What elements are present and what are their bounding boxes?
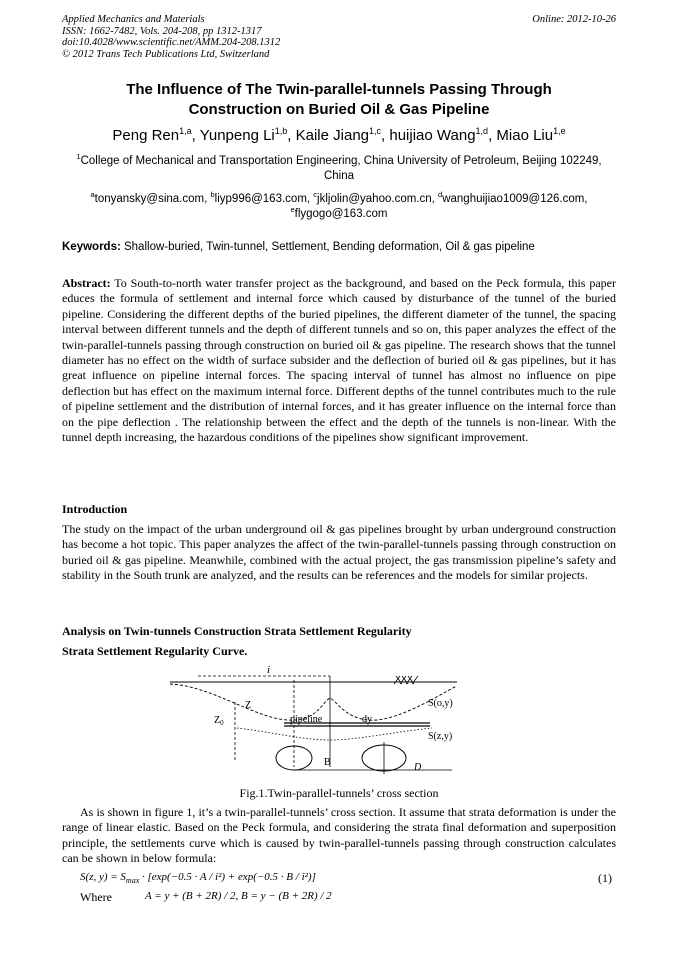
paper-title <box>62 80 616 120</box>
author-name: Kaile Jiang <box>295 127 370 144</box>
email-link[interactable]: flygogo@163.com <box>294 208 388 220</box>
label-b: B <box>324 757 331 768</box>
email-link[interactable]: jkljolin@yahoo.com.cn, <box>317 193 439 205</box>
issn-line: ISSN: 1662-7482, Vols. 204-208, pp 1312-1317 <box>62 25 262 37</box>
email-sup: e <box>290 205 295 215</box>
ground-hatch-icon <box>394 676 418 684</box>
analysis-heading: Analysis on Twin-tunnels Construction Strata Settlement Regularity <box>62 624 412 638</box>
email-link[interactable]: liyp996@163.com, <box>214 193 314 205</box>
keywords-label: Keywords: <box>62 241 121 253</box>
figure-caption: Fig.1.Twin-parallel-tunnels’ cross section <box>239 786 439 800</box>
keywords <box>62 240 616 255</box>
online-date: Online: 2012-10-26 <box>532 14 616 25</box>
where-label: Where <box>80 890 112 904</box>
label-pipeline: pipeline <box>290 714 323 725</box>
equation-1-rhs: · [exp(−0.5 · A / i²) + exp(−0.5 · B / i²)] <box>139 871 316 883</box>
introduction-text: The study on the impact of the urban underground oil & gas pipelines brought by urban underground construction has become a hot topic. This paper analyzes the affect of the twin-parallel-tunnels passing through construction on buried oil & gas pipeline. Meanwhile, combined with the actual project, the gas transmission pipeline’s safety and stability in the South trunk are analyzed, and the results can be references and the models for similar projects. <box>62 522 616 583</box>
email-link[interactable]: wanghuijiao1009@126.com, <box>442 193 588 205</box>
equation-1-sub: max <box>125 876 140 886</box>
label-dy: dy <box>362 714 372 725</box>
abstract <box>62 276 616 445</box>
abstract-label: Abstract: <box>62 276 111 290</box>
title-line-2: Construction on Buried Oil & Gas Pipeline <box>188 101 490 118</box>
label-s-oy: S(o,y) <box>428 698 453 709</box>
twin-tunnel-figure <box>62 662 616 782</box>
introduction-heading: Introduction <box>62 502 128 516</box>
author-name: Yunpeng Li <box>199 127 275 144</box>
author-sup: 1,c <box>369 126 382 136</box>
label-z0: $Z_0$ <box>214 715 224 727</box>
label-d: D <box>414 762 422 773</box>
author-sup: 1,a <box>179 126 192 136</box>
title-line-1: The Influence of The Twin-parallel-tunnels Passing Through <box>126 81 552 98</box>
email-link[interactable]: tonyansky@sina.com, <box>94 193 211 205</box>
label-i: i <box>267 664 271 676</box>
copyright-line: © 2012 Trans Tech Publications Ltd, Switzerland <box>62 48 270 60</box>
author-name: huijiao Wang <box>389 127 476 144</box>
doi-line: doi:10.4028/www.scientific.net/AMM.204-208.1312 <box>62 37 281 48</box>
email-sup: c <box>313 190 318 200</box>
where-equation: A = y + (B + 2R) / 2, B = y − (B + 2R) / 2 <box>145 890 332 902</box>
equation-1 <box>80 871 316 885</box>
author-sup: 1,e <box>553 126 566 136</box>
deep-settlement-curve <box>237 728 432 740</box>
author-name: Miao Liu <box>496 127 554 144</box>
affiliation <box>62 154 616 184</box>
abstract-text: To South-to-north water transfer project as the background, and based on the Peck formula, this paper educes the formula of settlement and internal force which caused by disturbance of the tunnel of the buried pipeline. Considering the different depths of the buried pipelines, the different diameter of the tunnel, the spacing interval between different tunnels and the depth of different tunnels and so on, this paper analyzes the effect of the twin-parallel-tunnels passing through construction on buried oil & gas pipeline. The research shows that the tunnel diameter has no effect on the width of surface subsider and the deflection of buried oil & gas pipelines, but it has great influence on pipeline internal forces. The spacing interval of tunnel has almost no influence on pipe deflection but has effect on the maximum internal force. Different depths of the tunnel contributes much to the rule of pipeline settlement and the distribution of internal forces, and it has greater influence on the internal force than on the pipe deflection . The relationship between the effect and the depth of the tunnels is non-linear. With the tunnel depth increasing, the hazardous conditions of the pipelines show significant improvement. <box>62 276 616 445</box>
author-sup: 1,b <box>274 126 288 136</box>
label-s-zy: S(z,y) <box>428 731 453 742</box>
journal-header <box>62 14 280 60</box>
author-sup: 1,d <box>475 126 489 136</box>
email-list <box>62 192 616 222</box>
affiliation-text: College of Mechanical and Transportation Engineering, China University of Petroleum, Beijing 102249, China <box>80 155 602 182</box>
body-paragraph: As is shown in figure 1, it’s a twin-parallel-tunnels’ cross section. It assume that strata deformation is under the range of linear elastic. Based on the Peck formula, and considering the strata final deformation and superposition principle, the settlements curve which is caused by twin-parallel-tunnels passing through construction calculates can be shown in below formula: <box>62 805 616 866</box>
strata-heading: Strata Settlement Regularity Curve. <box>62 644 248 658</box>
equation-1-lhs: S(z, y) = S <box>80 871 126 883</box>
journal-name: Applied Mechanics and Materials <box>62 14 205 25</box>
email-sup: b <box>210 190 215 200</box>
equation-1-number: (1) <box>598 871 612 885</box>
email-sup: d <box>438 190 443 200</box>
author-name: Peng Ren <box>112 127 180 144</box>
label-z: Z <box>245 700 252 711</box>
author-list: Peng Ren$^{1,a}$, Yunpeng Li$^{1,b}$, Kaile Jiang$^{1,c}$, huijiao Wang$^{1,d}$, Miao Liu$^{1,e}$ <box>112 126 566 144</box>
keywords-text: Shallow-buried, Twin-tunnel, Settlement, Bending deformation, Oil & gas pipeline <box>120 241 535 253</box>
affiliation-sup: 1 <box>76 152 81 162</box>
email-sup: a <box>90 190 95 200</box>
